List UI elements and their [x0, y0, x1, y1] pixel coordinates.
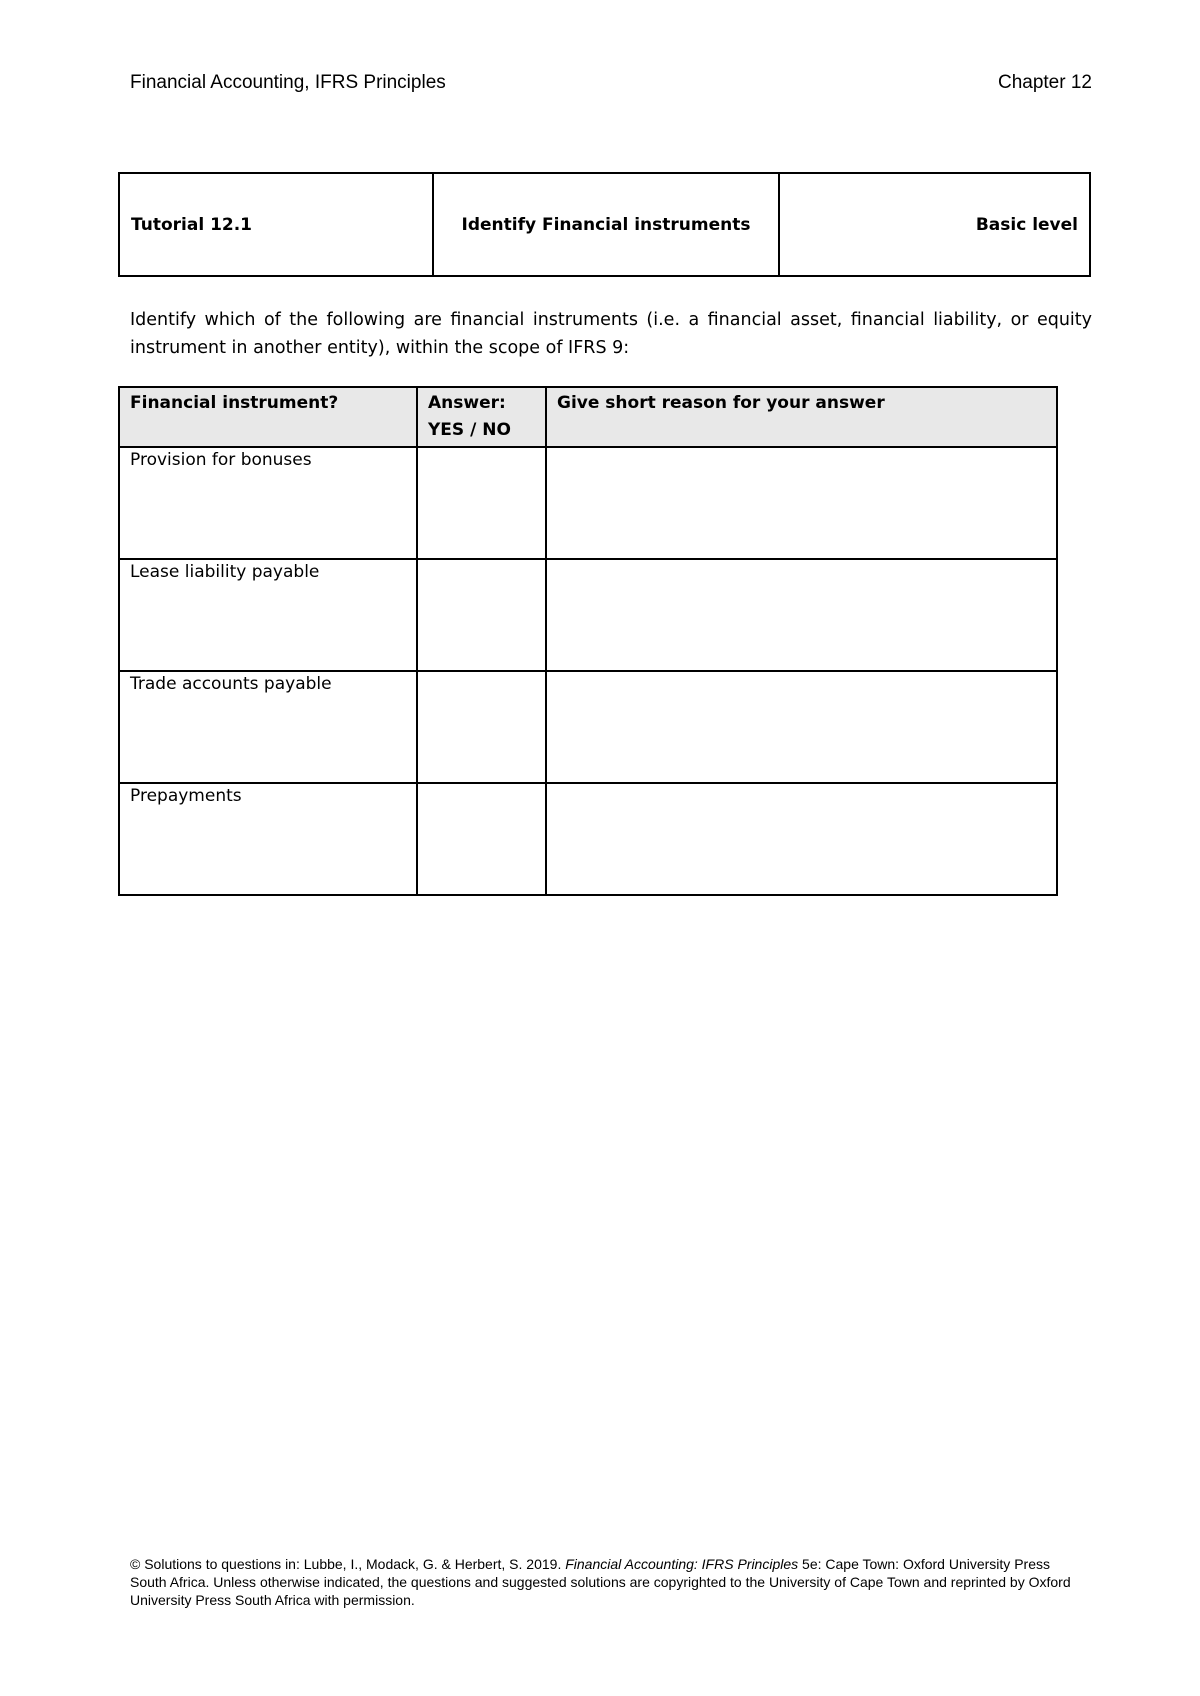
header-book-title: Financial Accounting, IFRS Principles: [130, 72, 446, 93]
reason-cell[interactable]: [546, 671, 1057, 783]
table-header-row: [119, 387, 1057, 447]
reason-cell[interactable]: [546, 559, 1057, 671]
answer-cell[interactable]: [417, 783, 546, 895]
instructions-paragraph: Identify which of the following are financial instruments (i.e. a financial asset, financial liability, or equity instrument in another entity), within the scope of IFRS 9:: [130, 310, 1092, 358]
table-row: [119, 559, 1057, 671]
footer-text-end: 5e: Cape Town: Oxford University Press South Africa. Unless otherwise indicated, the questions and suggested solutions are copyrighted to the University of Cape Town and reprinted by Oxford University Press South Africa with permission.: [130, 1556, 1071, 1608]
header-answer-options: YES / NO: [428, 420, 511, 440]
tutorial-level: Basic level: [779, 173, 1090, 276]
footer-text-start: © Solutions to questions in: Lubbe, I., Modack, G. & Herbert, S. 2019.: [130, 1556, 566, 1572]
financial-instruments-table: [118, 386, 1058, 896]
table-row: [119, 671, 1057, 783]
reason-cell[interactable]: [546, 783, 1057, 895]
header-answer-label: Answer:: [428, 393, 506, 413]
tutorial-title-box: [118, 172, 1091, 277]
reason-cell[interactable]: [546, 447, 1057, 559]
answer-cell[interactable]: [417, 559, 546, 671]
tutorial-topic: Identify Financial instruments: [433, 173, 779, 276]
header-financial-instrument: Financial instrument?: [119, 387, 417, 447]
answer-cell[interactable]: [417, 671, 546, 783]
row-item: Lease liability payable: [119, 559, 417, 671]
table-row: [119, 447, 1057, 559]
page-header: [130, 72, 1092, 94]
row-item: Prepayments: [119, 783, 417, 895]
footer-book-title: Financial Accounting: IFRS Principles: [565, 1556, 799, 1572]
tutorial-number: Tutorial 12.1: [119, 173, 433, 276]
table-row: [119, 783, 1057, 895]
row-item: Provision for bonuses: [119, 447, 417, 559]
answer-cell[interactable]: [417, 447, 546, 559]
header-chapter: Chapter 12: [997, 72, 1092, 93]
copyright-footer: [130, 1555, 1088, 1609]
row-item: Trade accounts payable: [119, 671, 417, 783]
header-answer: [417, 387, 546, 447]
header-reason: Give short reason for your answer: [546, 387, 1057, 447]
